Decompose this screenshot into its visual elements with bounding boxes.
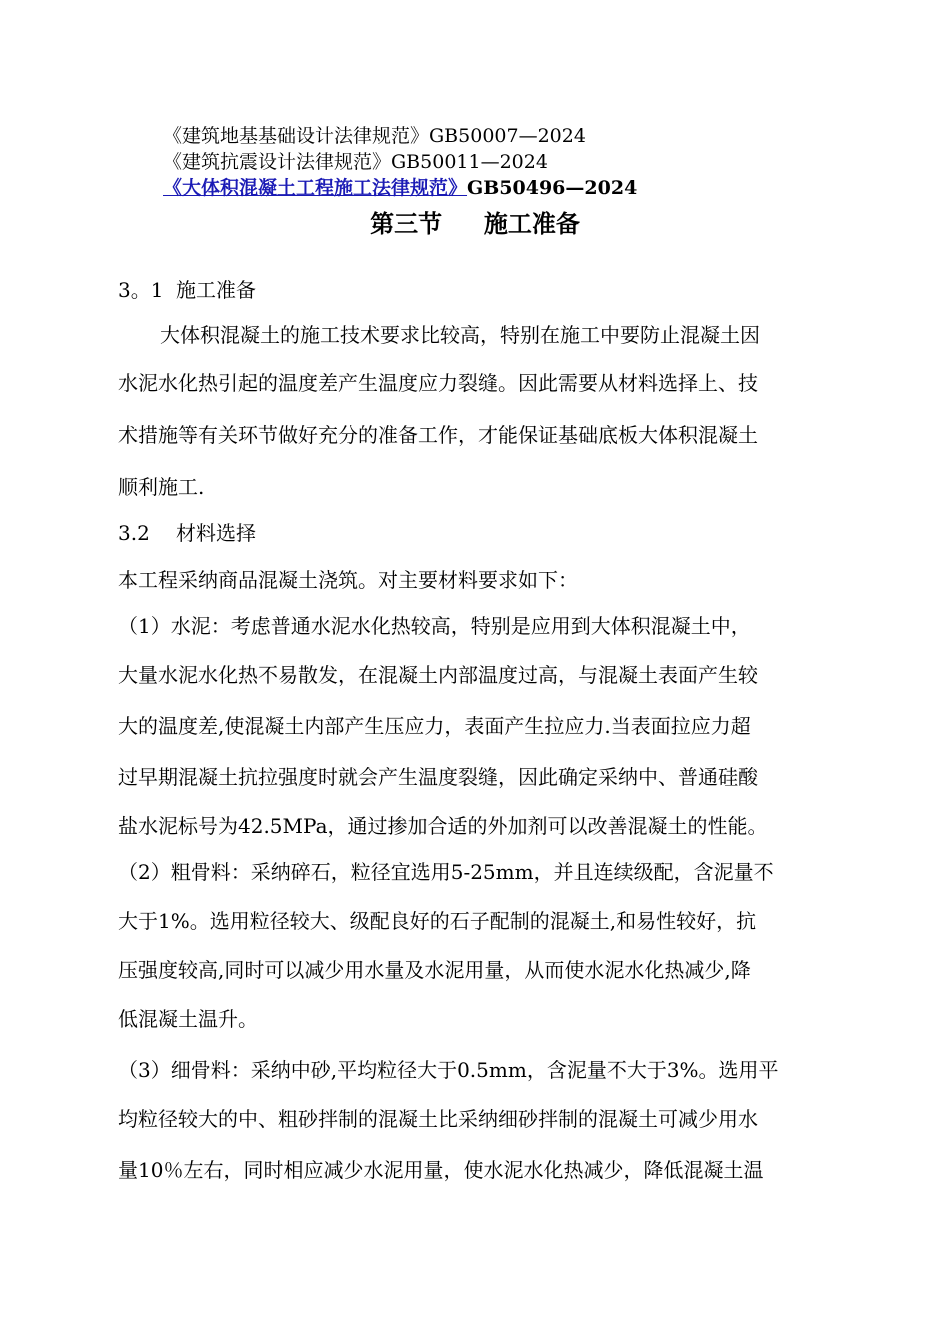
subsection-title: 材料选择 bbox=[176, 521, 256, 545]
item-line: 大于1%。选用粒径较大、级配良好的石子配制的混凝土,和易性较好，抗 bbox=[118, 909, 757, 933]
reference-link[interactable]: 《大体积混凝土工程施工法律规范》 bbox=[163, 177, 468, 199]
paragraph-line: 大体积混凝土的施工技术要求比较高，特别在施工中要防止混凝土因 bbox=[160, 323, 760, 347]
section-title: 第三节 施工准备 bbox=[370, 210, 580, 238]
item-line: 压强度较高,同时可以减少用水量及水泥用量，从而使水泥水化热减少,降 bbox=[118, 958, 751, 982]
reference-line-1: 《建筑地基基础设计法律规范》GB50007—2024 bbox=[163, 125, 586, 147]
paragraph-line: 术措施等有关环节做好充分的准备工作，才能保证基础底板大体积混凝土 bbox=[118, 423, 758, 447]
reference-line-3 bbox=[163, 177, 637, 199]
paragraph-line: 顺利施工. bbox=[118, 475, 205, 499]
item-line: 均粒径较大的中、粗砂拌制的混凝土比采纳细砂拌制的混凝土可减少用水 bbox=[118, 1107, 758, 1131]
item-line: 盐水泥标号为42.5MPa，通过掺加合适的外加剂可以改善混凝土的性能。 bbox=[118, 814, 768, 838]
subsection-heading-3-1 bbox=[118, 275, 838, 305]
subsection-heading-3-2 bbox=[118, 518, 838, 548]
intro-line: 本工程采纳商品混凝土浇筑。对主要材料要求如下： bbox=[118, 568, 578, 592]
item-line: 过早期混凝土抗拉强度时就会产生温度裂缝，因此确定采纳中、普通硅酸 bbox=[118, 765, 758, 789]
item-line: 大量水泥水化热不易散发，在混凝土内部温度过高，与混凝土表面产生较 bbox=[118, 663, 758, 687]
item-line: （1）水泥：考虑普通水泥水化热较高，特别是应用到大体积混凝土中， bbox=[118, 614, 751, 638]
reference-code: GB50496—2024 bbox=[467, 177, 638, 199]
item-line: （3）细骨料：采纳中砂,平均粒径大于0.5mm，含泥量不大于3%。选用平 bbox=[118, 1058, 779, 1082]
item-line: （2）粗骨料：采纳碎石，粒径宜选用5-25mm，并且连续级配，含泥量不 bbox=[118, 860, 774, 884]
reference-line-2: 《建筑抗震设计法律规范》GB50011—2024 bbox=[163, 151, 548, 173]
item-line: 大的温度差,使混凝土内部产生压应力，表面产生拉应力.当表面拉应力超 bbox=[118, 714, 751, 738]
subsection-number: 3。1 bbox=[118, 278, 164, 302]
item-line: 低混凝土温升。 bbox=[118, 1007, 258, 1031]
subsection-title: 施工准备 bbox=[176, 278, 256, 302]
subsection-number: 3.2 bbox=[118, 521, 150, 545]
item-line: 量10％左右，同时相应减少水泥用量，使水泥水化热减少，降低混凝土温 bbox=[118, 1158, 764, 1182]
paragraph-line: 水泥水化热引起的温度差产生温度应力裂缝。因此需要从材料选择上、技 bbox=[118, 371, 758, 395]
